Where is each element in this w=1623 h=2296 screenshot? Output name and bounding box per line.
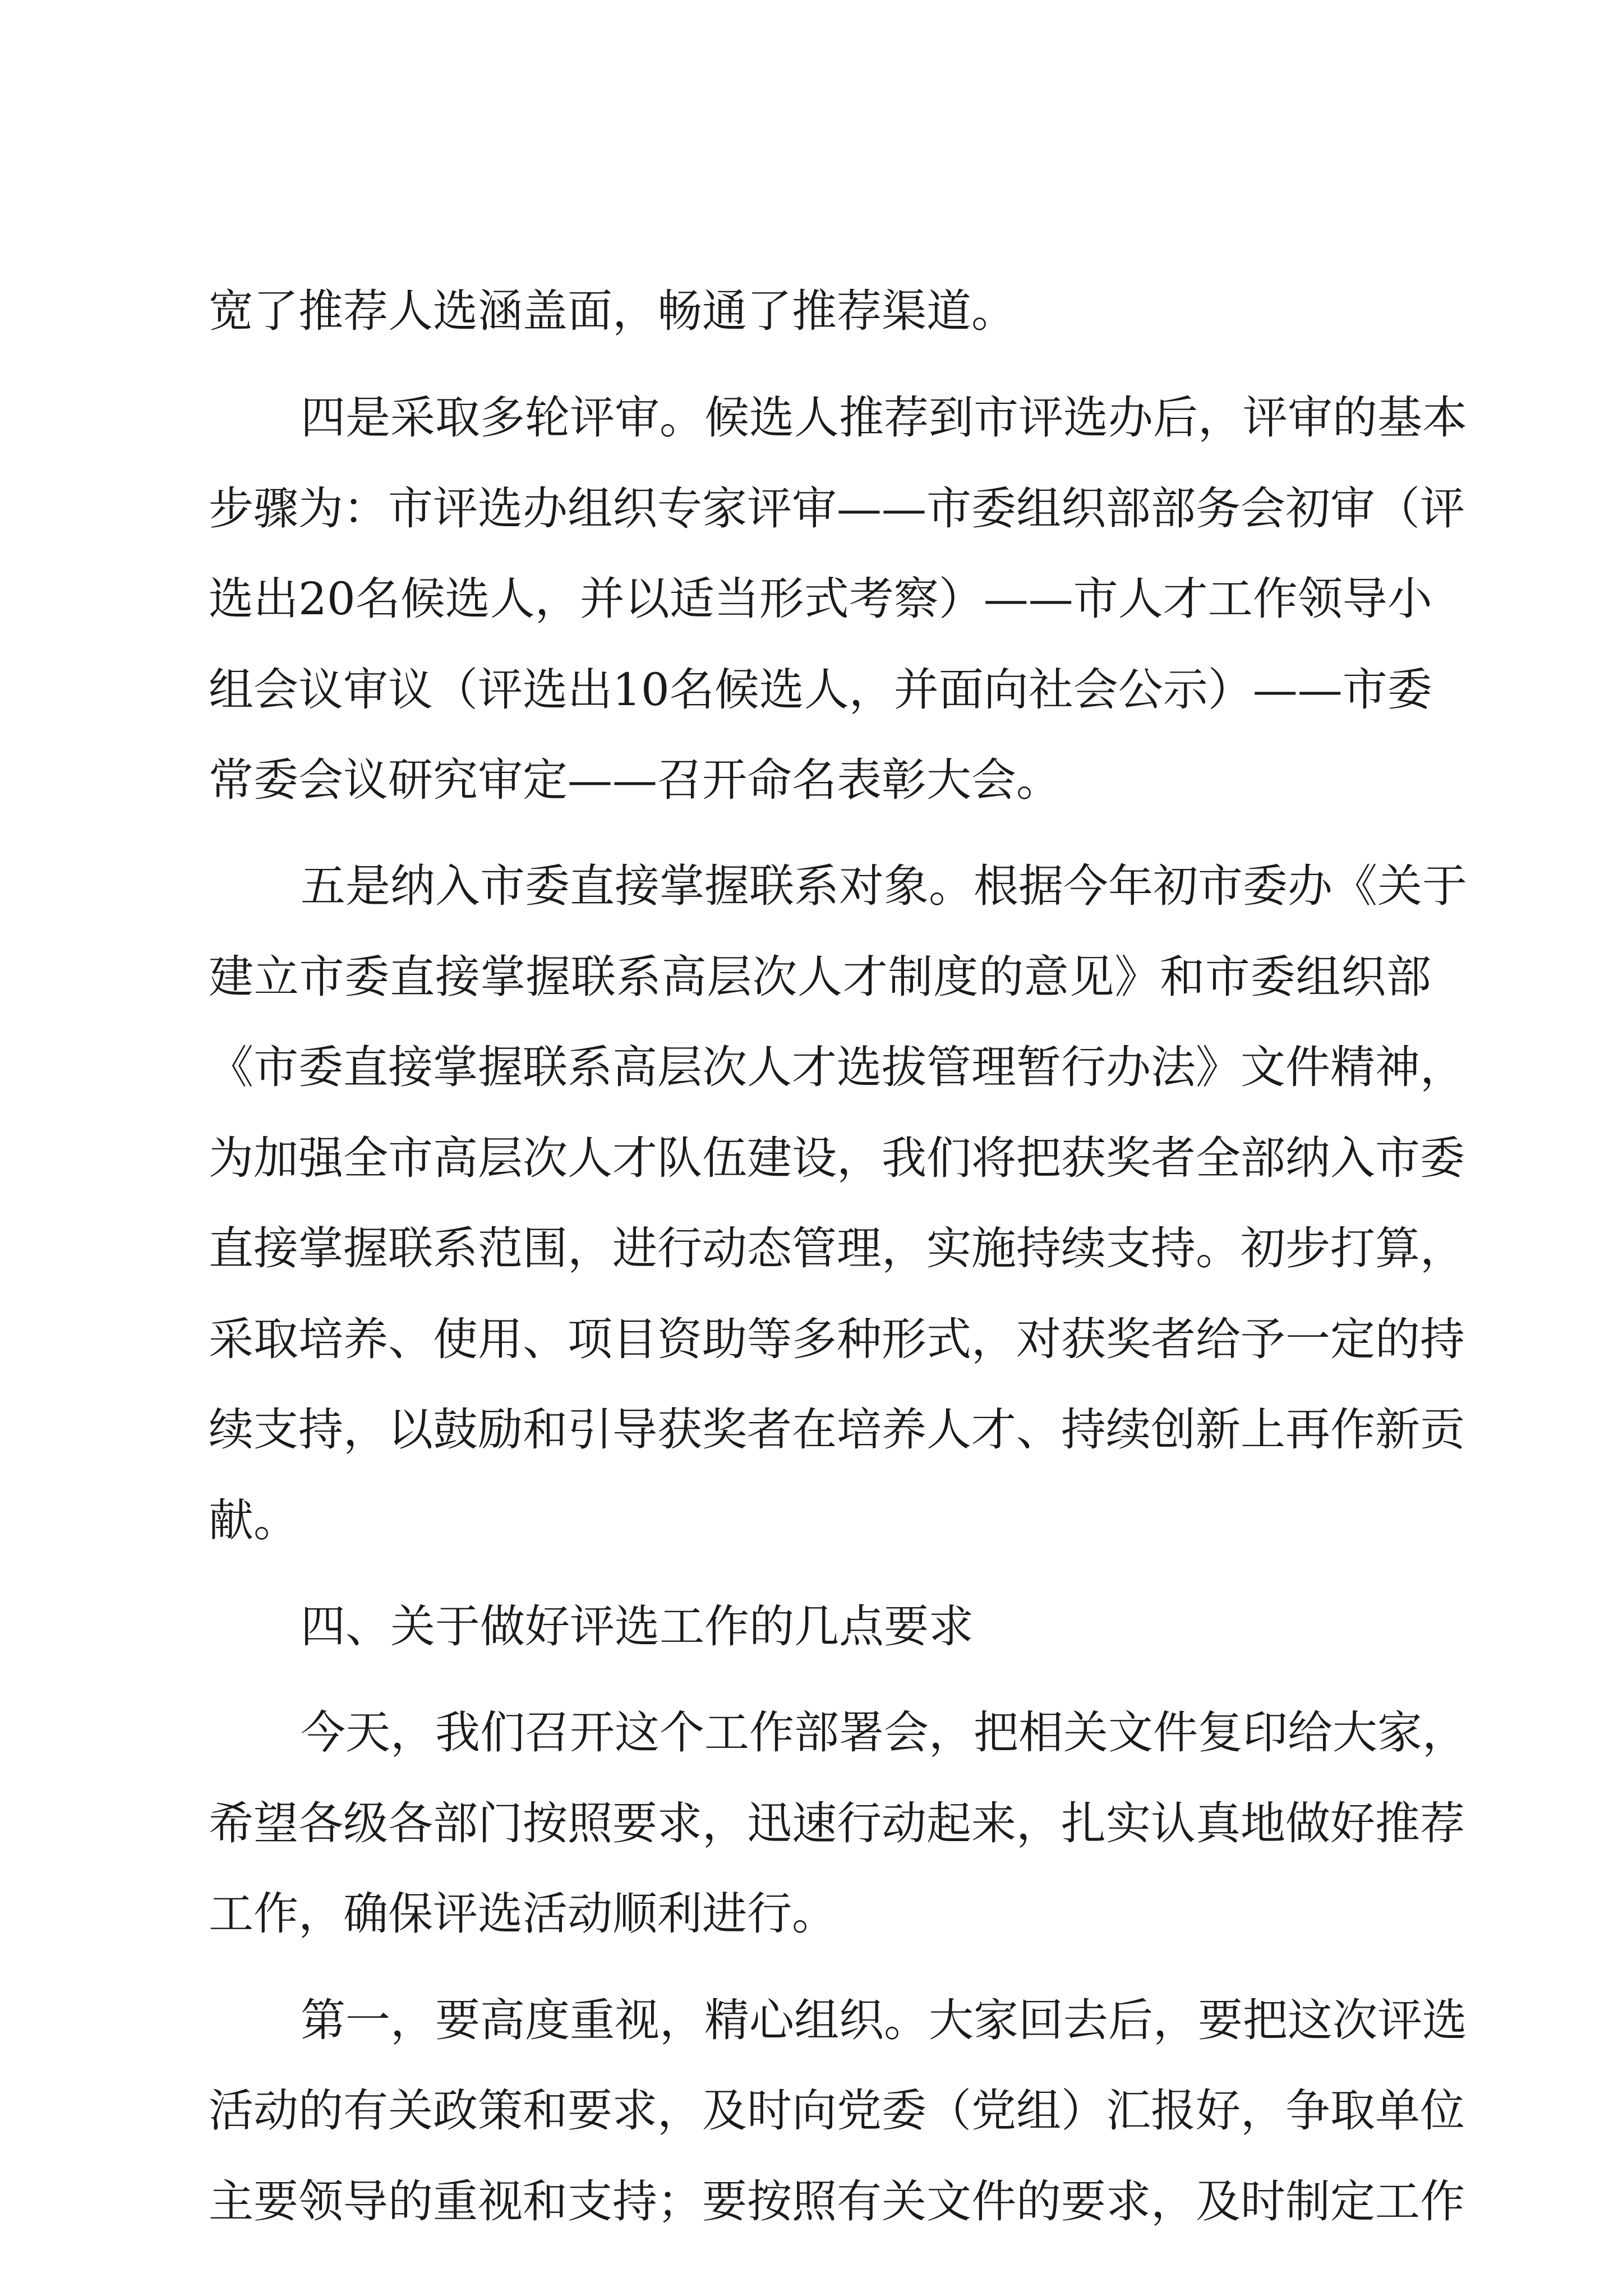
text-line: 步骤为：市评选办组织专家评审——市委组织部部务会初审（评	[209, 482, 1465, 535]
text-line: 续支持，以鼓励和引导获奖者在培养人才、持续创新上再作新贡	[209, 1404, 1465, 1456]
text-line: 选出20名候选人，并以适当形式考察）——市人才工作领导小	[209, 573, 1432, 625]
section-heading: 四、关于做好评选工作的几点要求	[301, 1600, 974, 1653]
text-line: 宽了推荐人选涵盖面，畅通了推荐渠道。	[209, 285, 1016, 337]
text-line: 为加强全市高层次人才队伍建设，我们将把获奖者全部纳入市委	[209, 1132, 1465, 1184]
text-line: 常委会议研究审定——召开命名表彰大会。	[209, 754, 1061, 806]
text-line: 今天，我们召开这个工作部署会，把相关文件复印给大家，	[301, 1706, 1467, 1759]
text-line: 直接掌握联系范围，进行动态管理，实施持续支持。初步打算，	[209, 1222, 1465, 1274]
text-line: 主要领导的重视和支持；要按照有关文件的要求，及时制定工作	[209, 2175, 1465, 2228]
text-line: 《市委直接掌握联系高层次人才选拔管理暂行办法》文件精神，	[209, 1041, 1465, 1093]
text-line: 第一，要高度重视，精心组织。大家回去后，要把这次评选	[301, 1994, 1467, 2046]
text-line: 五是纳入市委直接掌握联系对象。根据今年初市委办《关于	[301, 860, 1467, 912]
text-line: 活动的有关政策和要求，及时向党委（党组）汇报好，争取单位	[209, 2085, 1465, 2137]
text-line: 组会议审议（评选出10名候选人，并面向社会公示）——市委	[209, 664, 1432, 716]
text-line: 四是采取多轮评审。候选人推荐到市评选办后，评审的基本	[301, 392, 1467, 444]
text-line: 建立市委直接掌握联系高层次人才制度的意见》和市委组织部	[209, 951, 1431, 1003]
text-line: 工作，确保评选活动顺利进行。	[209, 1888, 837, 1940]
text-line: 希望各级各部门按照要求，迅速行动起来，扎实认真地做好推荐	[209, 1797, 1465, 1849]
text-line: 献。	[209, 1494, 298, 1547]
text-line: 采取培养、使用、项目资助等多种形式，对获奖者给予一定的持	[209, 1313, 1465, 1365]
